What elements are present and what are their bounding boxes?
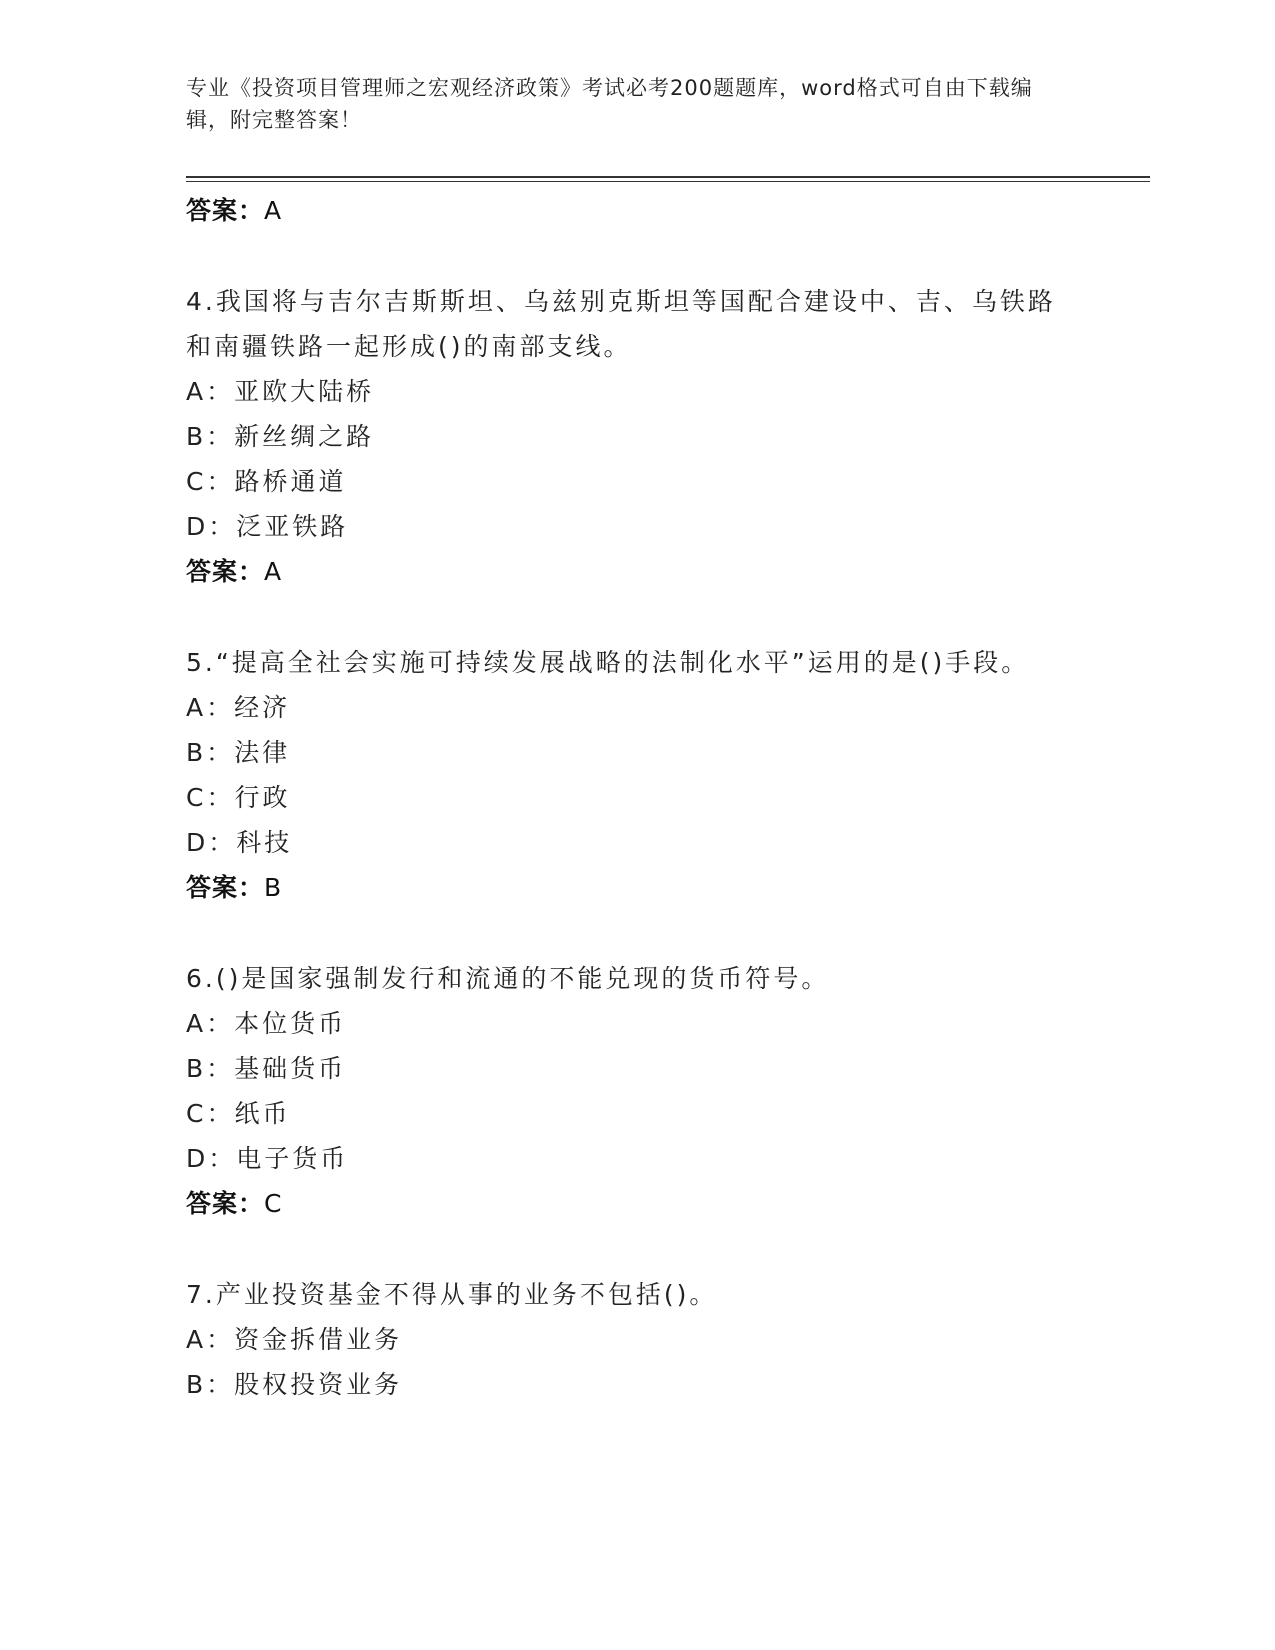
option-b: B：法律	[186, 738, 291, 767]
question-stem: 4.我国将与吉尔吉斯斯坦、乌兹别克斯坦等国配合建设中、吉、乌铁路和南疆铁路一起形成()的南部支线。	[186, 287, 1056, 361]
question-list	[186, 188, 1066, 1407]
option-c: C：行政	[186, 783, 291, 812]
option-a: A：资金拆借业务	[186, 1325, 403, 1354]
answer-value: A	[264, 557, 283, 586]
option-d: D：泛亚铁路	[186, 512, 349, 541]
option-d: D：科技	[186, 828, 293, 857]
question-stem: 6.()是国家强制发行和流通的不能兑现的货币符号。	[186, 964, 830, 993]
header-divider-thick	[186, 176, 1150, 178]
option-a: A：亚欧大陆桥	[186, 377, 375, 406]
question-block	[186, 640, 1066, 910]
document-header	[186, 72, 1066, 136]
option-c: C：路桥通道	[186, 467, 347, 496]
answer-line	[186, 188, 1066, 233]
question-block	[186, 279, 1066, 594]
header-text: 专业《投资项目管理师之宏观经济政策》考试必考200题题库，word格式可自由下载编辑，附完整答案！	[186, 76, 1033, 132]
option-c: C：纸币	[186, 1099, 291, 1128]
answer-label: 答案：	[186, 196, 265, 225]
option-a: A：本位货币	[186, 1009, 347, 1038]
question-stem: 5.“提高全社会实施可持续发展战略的法制化水平”运用的是()手段。	[186, 648, 1030, 677]
answer-value: A	[264, 196, 283, 225]
question-block	[186, 1272, 1066, 1407]
option-b: B：股权投资业务	[186, 1370, 403, 1399]
answer-line	[186, 549, 1066, 594]
answer-line	[186, 865, 1066, 910]
answer-value: C	[264, 1189, 283, 1218]
option-b: B：基础货币	[186, 1054, 347, 1083]
header-divider-thin	[186, 181, 1150, 182]
answer-label: 答案：	[186, 1189, 265, 1218]
answer-line	[186, 1181, 1066, 1226]
option-d: D：电子货币	[186, 1144, 349, 1173]
answer-value: B	[264, 873, 283, 902]
question-block	[186, 956, 1066, 1226]
question-stem: 7.产业投资基金不得从事的业务不包括()。	[186, 1280, 718, 1309]
option-a: A：经济	[186, 693, 291, 722]
option-b: B：新丝绸之路	[186, 422, 375, 451]
answer-label: 答案：	[186, 557, 265, 586]
answer-label: 答案：	[186, 873, 265, 902]
